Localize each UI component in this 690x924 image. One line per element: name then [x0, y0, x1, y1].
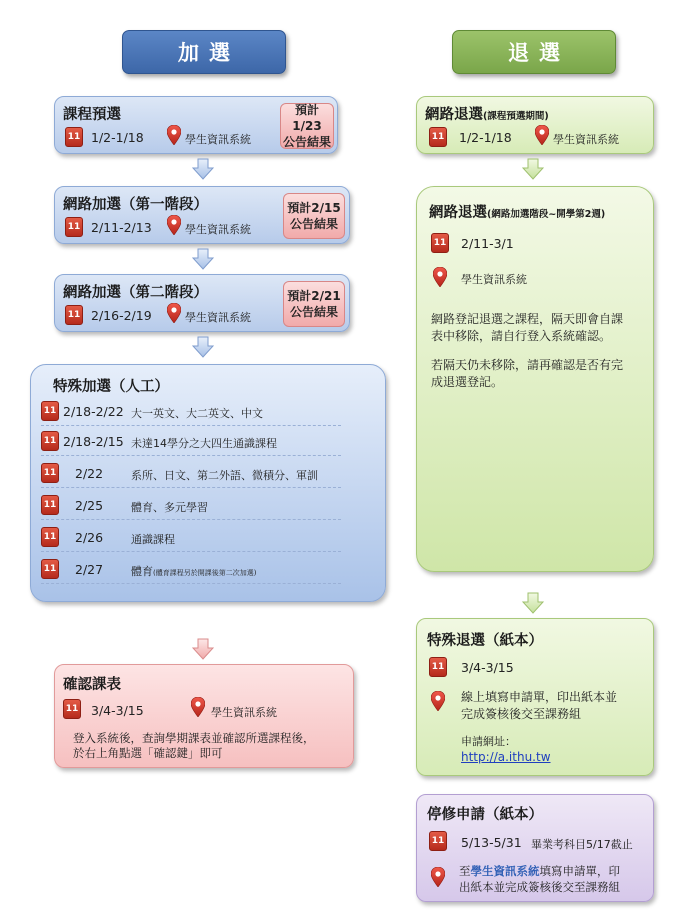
arrow-down-icon	[192, 638, 214, 660]
calendar-icon: 11	[41, 495, 59, 515]
withdraw-title: 停修申請（紙本）	[427, 807, 543, 823]
special-drop-box	[416, 618, 654, 776]
online-drop-pre-box	[416, 96, 654, 154]
withdraw-desc-rest: 填寫申請單，印	[539, 864, 620, 878]
online-add-1-box	[54, 186, 350, 244]
withdraw-desc-line: 出紙本並完成簽核後交至課務組	[459, 880, 620, 894]
special-add-date: 2/18-2/15	[63, 434, 124, 449]
calendar-icon: 11	[41, 527, 59, 547]
special-drop-title: 特殊退選（紙本）	[427, 633, 543, 649]
pre-select-box	[54, 96, 338, 154]
special-drop-url-label: 申請網址：	[461, 735, 516, 748]
para-line: 線上填寫申請單，印出紙本並	[461, 690, 618, 704]
withdraw-desc	[459, 863, 620, 895]
online-drop-para-1	[431, 311, 623, 345]
special-add-desc: 大一英文、大二英文、中文	[131, 407, 263, 420]
location-pin-icon	[535, 125, 549, 145]
withdraw-date: 5/13-5/31	[461, 835, 522, 850]
online-drop-title	[429, 201, 605, 222]
confirm-desc	[73, 731, 315, 761]
withdraw-desc-line	[459, 863, 620, 879]
note-line: 公告結果	[289, 217, 338, 231]
online-add-1-note	[283, 193, 345, 239]
online-add-2-note	[283, 281, 345, 327]
para-line: 網路登記退選之課程，隔天即會自課	[431, 312, 624, 326]
online-drop-date: 2/11-3/1	[461, 236, 514, 251]
calendar-icon: 11	[429, 657, 447, 677]
arrow-down-icon	[192, 336, 214, 358]
special-add-date: 2/27	[75, 562, 104, 577]
online-add-2-box	[54, 274, 350, 332]
calendar-icon: 11	[65, 127, 83, 147]
location-pin-icon	[167, 303, 181, 323]
calendar-icon: 11	[41, 431, 59, 451]
para-line: 表中移除，請自行登入系統確認。	[431, 329, 612, 343]
online-drop-subtitle: (網路加選階段~開學第2週)	[487, 209, 606, 220]
special-add-date: 2/18-2/22	[63, 404, 124, 419]
calendar-icon: 11	[41, 401, 59, 421]
para-line: 完成簽核後交至課務組	[461, 707, 582, 721]
confirm-desc-line: 登入系統後，查詢學期課表並確認所選課程後，	[73, 731, 315, 745]
location-pin-icon	[431, 691, 445, 711]
online-drop-para-2	[431, 357, 623, 391]
location-pin-icon	[431, 867, 445, 887]
para-line: 成退選登記。	[431, 375, 504, 389]
note-line: 預計1/23	[292, 103, 322, 133]
row-divider	[41, 519, 341, 520]
note-line: 公告結果	[289, 305, 338, 319]
special-add-desc: 系所、日文、第二外語、微積分、軍訓	[131, 469, 318, 482]
pre-select-system: 學生資訊系統	[185, 133, 251, 146]
special-add-desc: 通識課程	[131, 533, 175, 546]
calendar-icon: 11	[65, 305, 83, 325]
calendar-icon: 11	[41, 559, 59, 579]
note-line: 預計2/21	[287, 289, 341, 303]
online-add-2-date: 2/16-2/19	[91, 308, 152, 323]
location-pin-icon	[191, 697, 205, 717]
calendar-icon: 11	[41, 463, 59, 483]
special-add-desc: 體育、多元學習	[131, 501, 208, 514]
confirm-box	[54, 664, 354, 768]
para-line: 若隔天仍未移除，請再確認是否有完	[431, 358, 624, 372]
row-divider	[41, 551, 341, 552]
withdraw-desc-prefix: 至	[459, 864, 471, 878]
arrow-down-icon	[522, 158, 544, 180]
online-drop-pre-system: 學生資訊系統	[553, 133, 619, 146]
online-add-2-title: 網路加選（第二階段）	[63, 285, 208, 301]
location-pin-icon	[167, 215, 181, 235]
online-drop-title-main: 網路退選	[429, 205, 487, 221]
special-add-title: 特殊加選（人工）	[53, 379, 169, 395]
online-drop-box	[416, 186, 654, 572]
arrow-down-icon	[522, 592, 544, 614]
arrow-down-icon	[192, 248, 214, 270]
confirm-desc-line: 於右上角點選「確認鍵」即可	[73, 746, 223, 760]
special-add-date: 2/22	[75, 466, 104, 481]
special-add-date: 2/25	[75, 498, 104, 513]
online-drop-system: 學生資訊系統	[461, 273, 527, 286]
drop-header-label: 退選	[508, 41, 570, 65]
row-divider	[41, 487, 341, 488]
arrow-down-icon	[192, 158, 214, 180]
special-add-desc: 未達14學分之大四生通識課程	[131, 437, 277, 450]
confirm-system: 學生資訊系統	[211, 706, 277, 719]
location-pin-icon	[433, 267, 447, 287]
calendar-icon: 11	[65, 217, 83, 237]
special-add-desc	[131, 563, 256, 579]
withdraw-box	[416, 794, 654, 902]
add-header-label: 加選	[178, 41, 240, 65]
row-divider	[41, 583, 341, 584]
withdraw-date-note: 畢業考科目5/17截止	[531, 838, 633, 851]
pre-select-title: 課程預選	[63, 107, 121, 123]
calendar-icon: 11	[63, 699, 81, 719]
confirm-title: 確認課表	[63, 677, 121, 693]
confirm-date: 3/4-3/15	[91, 703, 144, 718]
location-pin-icon	[167, 125, 181, 145]
special-drop-desc	[461, 689, 617, 723]
online-drop-pre-date: 1/2-1/18	[459, 130, 512, 145]
add-header	[122, 30, 286, 74]
special-add-desc-main: 體育	[131, 565, 153, 578]
student-info-system-link[interactable]: 學生資訊系統	[470, 864, 540, 878]
special-drop-date: 3/4-3/15	[461, 660, 514, 675]
calendar-icon: 11	[429, 127, 447, 147]
drop-header	[452, 30, 616, 74]
special-add-date: 2/26	[75, 530, 104, 545]
special-add-box	[30, 364, 386, 602]
online-drop-pre-title-main: 網路退選	[425, 107, 483, 123]
row-divider	[41, 425, 341, 426]
special-drop-url-link[interactable]: http://a.ithu.tw	[461, 750, 551, 764]
special-add-desc-small: (體育課程另於開課後第二次加選)	[153, 569, 257, 577]
calendar-icon: 11	[429, 831, 447, 851]
calendar-icon: 11	[431, 233, 449, 253]
online-add-1-system: 學生資訊系統	[185, 223, 251, 236]
row-divider	[41, 455, 341, 456]
online-drop-pre-title	[425, 103, 549, 124]
online-add-1-date: 2/11-2/13	[91, 220, 152, 235]
online-add-1-title: 網路加選（第一階段）	[63, 197, 208, 213]
pre-select-note	[280, 103, 334, 149]
note-line: 公告結果	[282, 135, 331, 149]
online-add-2-system: 學生資訊系統	[185, 311, 251, 324]
online-drop-pre-subtitle: (課程預選期間)	[483, 111, 549, 122]
note-line: 預計2/15	[287, 201, 341, 215]
pre-select-date: 1/2-1/18	[91, 130, 144, 145]
